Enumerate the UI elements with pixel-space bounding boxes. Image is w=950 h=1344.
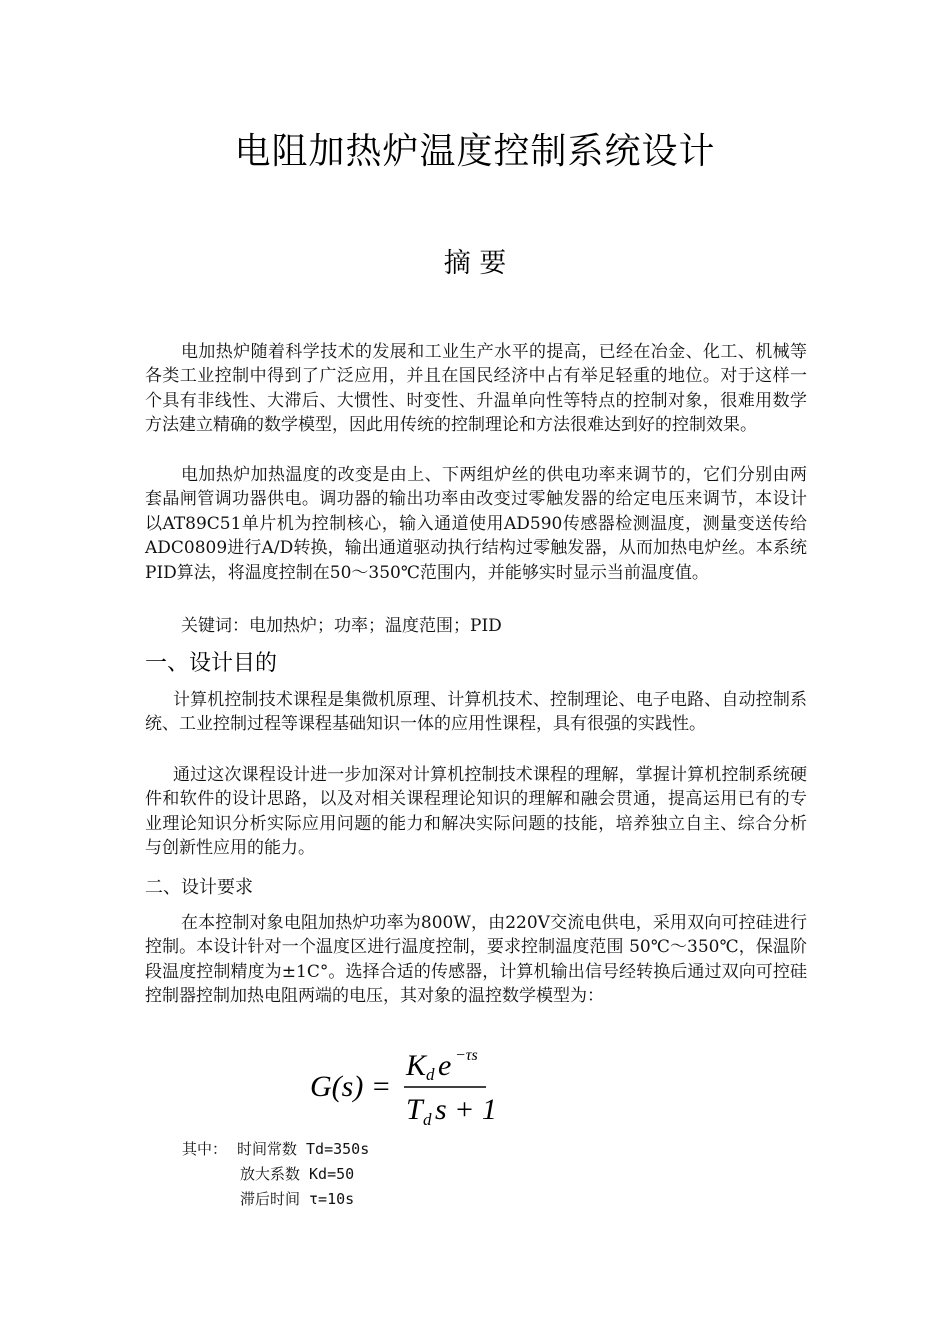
abstract-paragraph-2: 电加热炉加热温度的改变是由上、下两组炉丝的供电功率来调节的，它们分别由两套晶闸管调功器供电。调功器的输出功率由改变过零触发器的给定电压来调节，本设计以AT89C51单片机为控制核心，输入通道使用AD590传感器检测温度，测量变送传给ADC0809进行A/D转换，输出通道驱动执行结构过零触发器，从而加热电炉丝。本系统PID算法，将温度控制在50～350℃范围内，并能够实时显示当前温度值。 — [145, 465, 807, 583]
formula-den-rest: s + 1 — [435, 1093, 497, 1126]
parameter-gain: 放大系数 Kd=50 — [240, 1165, 355, 1183]
formula-lhs: G(s) = — [310, 1070, 392, 1103]
formula-num-sub: d — [426, 1065, 435, 1084]
section-2-heading: 二、设计要求 — [145, 877, 253, 898]
transfer-function-formula — [310, 1045, 570, 1127]
keywords: 关键词：电加热炉；功率；温度范围；PID — [181, 616, 502, 636]
section-2-paragraph-1: 在本控制对象电阻加热炉功率为800W，由220V交流电供电，采用双向可控硅进行控制。本设计针对一个温度区进行温度控制，要求控制温度范围 50℃～350℃，保温阶段温度控制精度为±1C°。选择合适的传感器，计算机输出信号经转换后通过双向可控硅控制器控制加热电阻两端的电压，其对象的温控数学模型为： — [145, 913, 807, 1007]
section-1-paragraph-1: 计算机控制技术课程是集微机原理、计算机技术、控制理论、电子电路、自动控制系统、工业控制过程等课程基础知识一体的应用性课程，具有很强的实践性。 — [145, 690, 807, 735]
parameters-label: 其中： — [182, 1140, 228, 1158]
section-1-heading: 一、设计目的 — [145, 651, 278, 676]
document-title: 电阻加热炉温度控制系统设计 — [234, 131, 716, 172]
formula-num-k: K — [406, 1049, 427, 1082]
parameter-time-constant: 时间常数 Td=350s — [237, 1140, 370, 1158]
section-1-paragraph-2: 通过这次课程设计进一步加深对计算机控制技术课程的理解，掌握计算机控制系统硬件和软件的设计思路，以及对相关课程理论知识的理解和融会贯通，提高运用已有的专业理论知识分析实际应用问题的能力和解决实际问题的技能，培养独立自主、综合分析与创新性应用的能力。 — [145, 765, 807, 859]
abstract-heading: 摘 要 — [443, 248, 507, 279]
parameter-delay: 滞后时间 τ=10s — [240, 1190, 355, 1208]
formula-den-sub: d — [423, 1110, 432, 1127]
formula-den-t: T — [406, 1093, 423, 1126]
formula-num-e: e — [438, 1049, 452, 1082]
abstract-paragraph-1: 电加热炉随着科学技术的发展和工业生产水平的提高，已经在冶金、化工、机械等各类工业控制中得到了广泛应用，并且在国民经济中占有举足轻重的地位。对于这样一个具有非线性、大滞后、大惯性、时变性、升温单向性等特点的控制对象，很难用数学方法建立精确的数学模型，因此用传统的控制理论和方法很难达到好的控制效果。 — [145, 342, 807, 436]
formula-num-exponent: −τs — [455, 1047, 478, 1064]
